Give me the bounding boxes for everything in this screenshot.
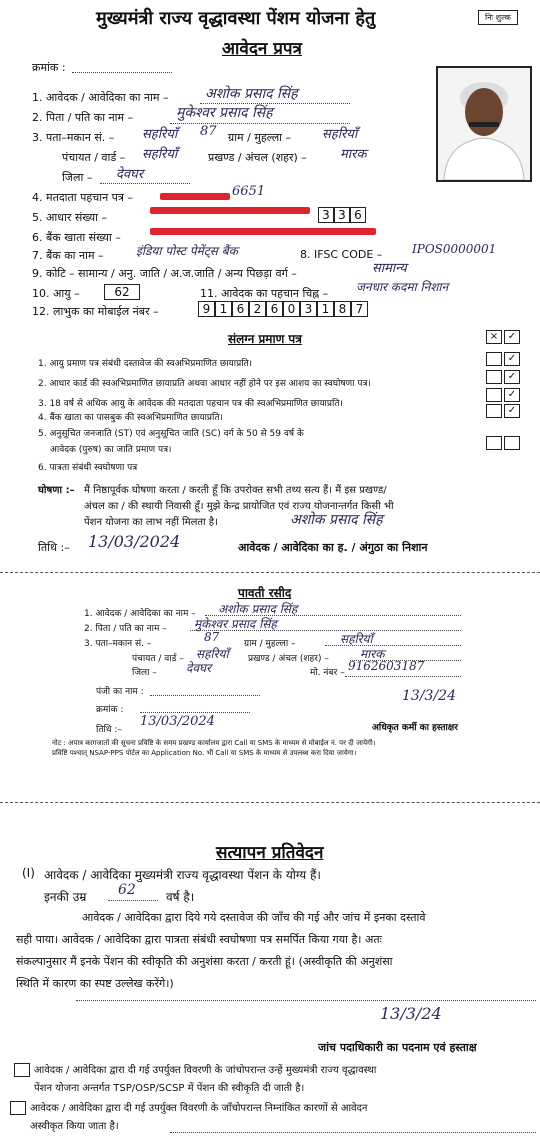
register-label: पंजी का नाम : (96, 687, 144, 697)
header-tick-box: ✓ (504, 330, 520, 344)
cut-line (0, 572, 540, 573)
mobile-digit-cell[interactable]: 7 (351, 301, 368, 317)
aadhaar-digit: 3 (318, 207, 334, 223)
receipt-village-label: ग्राम / मुहल्ला – (244, 639, 296, 649)
aadhaar-digit: 6 (350, 207, 366, 223)
receipt-address-label: 3. पता–मकान सं. – (84, 639, 152, 649)
receipt-note: प्रविष्टि पश्चात् NSAP-PPS पोर्टल का Application No. भी Call या SMS के माध्यम से उपलब्ध करा दिया जायेगा। (52, 749, 357, 757)
receipt-mobile-value: 9162603187 (348, 659, 425, 673)
officer-signature: 13/3/24 (402, 688, 456, 704)
panchayat-label: पंचायत / वार्ड – (62, 151, 126, 164)
serial-label: क्रमांक : (32, 61, 66, 74)
attachment-tick-box[interactable] (504, 436, 520, 450)
tick-icon: ✓ (507, 371, 517, 382)
voter-id-visible[interactable]: 6651 (232, 184, 266, 199)
header-cross-box: × (486, 330, 502, 344)
declaration-label: घोषणा :– (38, 485, 75, 496)
attachment-tick-box[interactable] (504, 388, 520, 402)
bank-account-label: 6. बैंक खाता संख्या – (32, 231, 121, 244)
ifsc-value[interactable]: IPOS0000001 (412, 242, 497, 256)
receipt-mobile-label: मो. नंबर – (310, 668, 345, 678)
attachment-item: 4. बैंक खाता का पासबुक की स्वअभिप्रमाणित छायाप्रति। (38, 413, 223, 423)
receipt-serial-label: क्रमांक : (96, 705, 124, 715)
declaration-line: पेंशन योजना का लाभ नहीं मिलता है। (84, 517, 218, 528)
block-value[interactable]: मारक (340, 147, 367, 162)
mobile-label: 12. लाभुक का मोबाईल नंबर – (32, 305, 159, 318)
redacted-aadhaar (150, 207, 310, 214)
mobile-digit-cell[interactable]: 6 (232, 301, 249, 317)
attachment-item: 6. पात्रता संबंधी स्वघोषणा पत्र (38, 463, 138, 473)
receipt-name-label: 1. आवेदक / आवेदिका का नाम – (84, 609, 196, 619)
mobile-digit-cell[interactable]: 1 (317, 301, 334, 317)
tick-icon: ✓ (507, 353, 517, 364)
form-title: मुख्यमंत्री राज्य वृद्धावस्था पेंशम योजना हेतु (96, 8, 376, 29)
attachment-tick-box[interactable] (504, 370, 520, 384)
district-label: जिला – (62, 171, 93, 184)
verification-age-prefix: इनकी उम्र (44, 890, 87, 904)
address-label: 3. पता–मकान सं. – (32, 131, 115, 144)
receipt-father-label: 2. पिता / पति का नाम – (84, 624, 167, 634)
age-label: 10. आयु – (32, 287, 80, 300)
receipt-note: नोट : अपात्र कागजातों की सूचना प्रविष्टि के समय प्रखण्ड कार्यालय द्वारा Call या SMS के माध्यम से मोबाईल नं. पर दी जायेगी। (52, 739, 376, 747)
reject-text: अस्वीकृत किया जाता है। (30, 1121, 119, 1132)
id-mark-label: 11. आवेदक का पहचान चिह्न – (200, 287, 329, 300)
father-name-label: 2. पिता / पति का नाम – (32, 111, 134, 124)
verification-heading: सत्यापन प्रतिवेदन (216, 843, 324, 863)
verification-para: सही पाया। आवेदक / आवेदिका द्वारा पात्रता संबंधी स्वघोषणा पत्र समर्पित किया गया है। अतः (16, 933, 382, 946)
verification-age-suffix: वर्ष है। (166, 890, 195, 904)
investigating-officer-signature: 13/3/24 (380, 1004, 442, 1023)
bank-name-label: 7. बैंक का नाम – (32, 249, 104, 262)
receipt-panchayat-label: पंचायत / वार्ड – (132, 654, 184, 664)
free-badge: निः शुल्क (478, 10, 518, 25)
mobile-digit-cell[interactable]: 2 (249, 301, 266, 317)
attachment-cross-box[interactable] (486, 370, 502, 384)
attachment-item: आवेदक (पुरुष) का जाति प्रमाण पत्र। (50, 445, 172, 455)
rejection-reason-field[interactable] (76, 1000, 536, 1001)
applicant-name-value[interactable]: अशोक प्रसाद सिंह (205, 86, 298, 102)
declaration-line: अंचल का / की स्थायी निवासी हूँ। मुझे केन्द्र प्रायोजित एवं राज्य योजनान्तर्गत किसी भी (84, 501, 394, 512)
attachment-tick-box[interactable] (504, 404, 520, 418)
rejection-reasons-field[interactable] (170, 1132, 536, 1133)
attachment-cross-box[interactable] (486, 352, 502, 366)
village-value[interactable]: सहरियाँ (322, 127, 358, 142)
receipt-block-label: प्रखण्ड / अंचल (शहर) – (248, 654, 329, 664)
receipt-panchayat-value: सहरियाँ (196, 647, 229, 661)
applicant-signature: अशोक प्रसाद सिंह (290, 512, 383, 528)
officer-sign-label: अधिकृत कर्मी का हस्ताक्षर (372, 723, 458, 733)
tick-icon: ✓ (507, 405, 517, 416)
attachment-cross-box[interactable] (486, 436, 502, 450)
date-label: तिथि :– (38, 541, 70, 554)
receipt-heading: पावती रसीद (238, 586, 292, 600)
investigating-officer-label: जांच पदाधिकारी का पदनाम एवं हस्ताक्ष (318, 1041, 477, 1054)
verification-age-value[interactable]: 62 (118, 882, 136, 898)
mobile-digit-cell[interactable]: 1 (215, 301, 232, 317)
category-label: 9. कोटि – सामान्य / अनु. जाति / अ.ज.जाति / अन्य पिछड़ा वर्ग – (32, 267, 297, 280)
attachment-tick-box[interactable] (504, 352, 520, 366)
attachments-heading: संलग्न प्रमाण पत्र (228, 332, 302, 346)
attachment-item: 1. आयु प्रमाण पत्र संबंधी दस्तावेज की स्वअभिप्रमाणित छायाप्रति। (38, 359, 253, 369)
mobile-digit-cell[interactable]: 0 (283, 301, 300, 317)
redacted-bank-account (150, 228, 376, 235)
receipt-date-value: 13/03/2024 (140, 714, 215, 729)
voter-id-label: 4. मतदाता पहचान पत्र – (32, 191, 133, 204)
receipt-district-value: देवघर (186, 661, 212, 675)
approve-text: पेंशन योजना अन्तर्गत TSP/OSP/SCSP में पेंशन की स्वीकृति दी जाती है। (34, 1083, 305, 1094)
declaration-date[interactable]: 13/03/2024 (88, 532, 181, 551)
verification-item-no: (I) (22, 866, 35, 880)
applicant-photo (436, 66, 532, 182)
attachment-item: 5. अनुसूचित जनजाति (ST) एवं अनुसूचित जाति (SC) वर्ग के 50 से 59 वर्ष के (38, 429, 304, 439)
verification-para: स्थिति में कारण का स्पष्ट उल्लेख करेंगे।) (16, 977, 174, 990)
verification-para: संकल्पानुसार मैं इनके पेंशन की स्वीकृति की अनुशंसा करता / करती हूं। (अस्वीकृति की अनुशंसा (16, 955, 393, 968)
receipt-house-value: 87 (204, 630, 220, 644)
applicant-name-label: 1. आवेदक / आवेदिका का नाम – (32, 91, 169, 104)
redacted-voter-id (160, 193, 230, 200)
village-label: ग्राम / मुहल्ला – (228, 131, 292, 144)
approve-text: आवेदक / आवेदिका द्वारा दी गई उपर्युक्त विवरणी के जांचोपरान्त उन्हें मुख्यमंत्री राज्य वृद्धावस्था (34, 1065, 377, 1076)
applicant-sign-label: आवेदक / आवेदिका का ह. / अंगुठा का निशान (238, 541, 428, 554)
district-value[interactable]: देवघर (116, 167, 144, 182)
declaration-line: मैं निष्ठापूर्वक घोषणा करता / करती हूँ कि उपरोक्त सभी तथ्य सत्य हैं। मैं इस प्रखण्ड/ (84, 485, 387, 496)
category-value[interactable]: सामान्य (372, 261, 407, 276)
panchayat-value[interactable]: सहरियाँ (142, 147, 178, 162)
ifsc-label: 8. IFSC CODE – (300, 248, 383, 261)
receipt-name-value: अशोक प्रसाद सिंह (218, 602, 298, 616)
serial-field[interactable] (72, 72, 172, 73)
house-number[interactable]: 87 (200, 124, 217, 139)
mobile-digit-cell[interactable]: 6 (266, 301, 283, 317)
register-field[interactable] (150, 695, 260, 696)
mobile-digit-cell[interactable]: 9 (198, 301, 215, 317)
receipt-block-value: मारक (360, 647, 385, 661)
age-value[interactable]: 62 (104, 284, 140, 300)
id-mark-value[interactable]: जनधार कदमा निशान (356, 280, 449, 294)
reject-checkbox[interactable] (10, 1101, 26, 1115)
receipt-father-value: मुकेश्वर प्रसाद सिंह (194, 617, 277, 631)
aadhaar-digit: 3 (334, 207, 350, 223)
block-label: प्रखण्ड / अंचल (शहर) – (208, 151, 307, 164)
verification-para: आवेदक / आवेदिका द्वारा दिये गये दस्तावेज की जाँच की गई और जांच में इनका दस्तावे (82, 911, 426, 924)
aadhaar-label: 5. आधार संख्या – (32, 211, 107, 224)
attachment-cross-box[interactable] (486, 404, 502, 418)
mobile-digit-cell[interactable]: 8 (334, 301, 351, 317)
bank-name-value[interactable]: इंडिया पोस्ट पेमेंट्स बैंक (136, 244, 238, 258)
receipt-village-value: सहरियाँ (340, 632, 373, 646)
receipt-district-label: जिला – (132, 668, 157, 678)
tick-icon: ✓ (507, 389, 517, 400)
verification-line: आवेदक / आवेदिका मुख्यमंत्री राज्य वृद्धावस्था पेंशन के योग्य हैं। (44, 868, 321, 882)
form-subtitle: आवेदन प्रपत्र (222, 39, 302, 59)
mobile-digit-cell[interactable]: 3 (300, 301, 317, 317)
approve-checkbox[interactable] (14, 1063, 30, 1077)
reject-text: आवेदक / आवेदिका द्वारा दी गई उपर्युक्त विवरणी के जाँचोपरान्त निम्नांकित कारणों से आवेदन (30, 1103, 368, 1114)
receipt-serial-field[interactable] (140, 712, 250, 713)
attachment-item: 2. आधार कार्ड की स्वअभिप्रमाणित छायाप्रति अथवा आधार नहीं होने पर इस आशय का स्वघोषणा पत्र। (38, 379, 371, 389)
receipt-date-label: तिथि :– (96, 725, 122, 735)
attachment-cross-box[interactable] (486, 388, 502, 402)
address-house-village[interactable]: सहरियाँ (142, 127, 178, 142)
father-name-value[interactable]: मुकेश्वर प्रसाद सिंह (176, 105, 273, 121)
attachment-item: 3. 18 वर्ष से अधिक आयु के आवेदक की मतदाता पहचान पत्र की स्वअभिप्रमाणित छायाप्रति। (38, 399, 343, 409)
